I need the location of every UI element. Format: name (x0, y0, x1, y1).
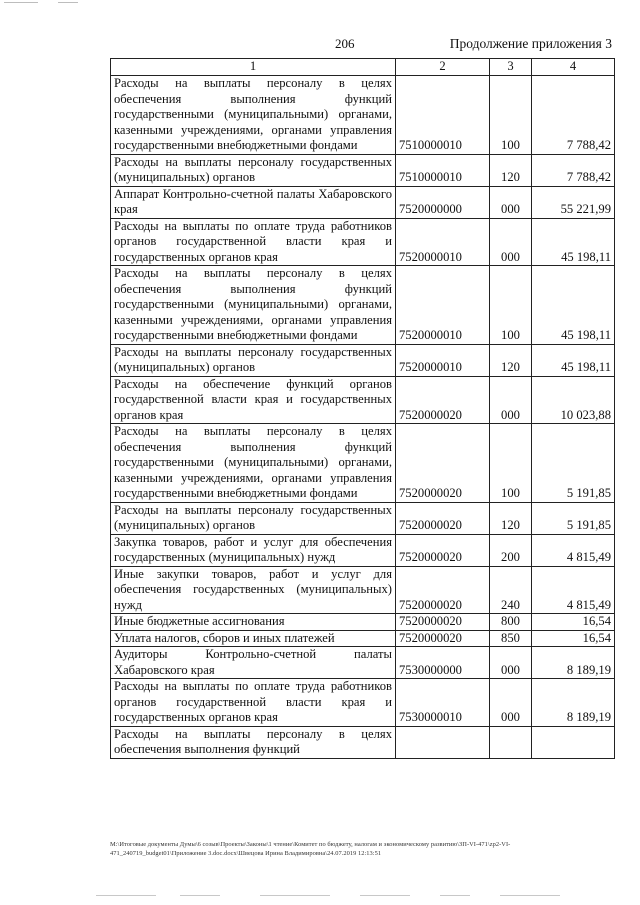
row-sum (532, 726, 615, 758)
table-row (111, 154, 615, 186)
row-csr: 7520000020 (396, 566, 490, 614)
table-row (111, 266, 615, 345)
row-vr: 240 (490, 566, 532, 614)
row-name: Расходы на выплаты персоналу в целях обеспечения выполнения функций государственными (муниципальными) органами, казенными учреждениями, органами управления государственными внебюджетными фондами (111, 76, 396, 155)
table-row (111, 502, 615, 534)
table-row (111, 614, 615, 631)
scan-artifact-bottom (0, 892, 640, 900)
row-csr: 7520000020 (396, 534, 490, 566)
footer-path-line: M:\Итоговые документы Думы\6 созыв\Проекты\Законы\1 чтение\Комитет по бюджету, налогам и экономическому развитию\ЗП-VI-471\zp2-VI- (110, 841, 511, 848)
row-sum: 16,54 (532, 630, 615, 647)
table-row (111, 630, 615, 647)
row-vr: 100 (490, 424, 532, 503)
row-sum: 55 221,99 (532, 186, 615, 218)
table-row (111, 424, 615, 503)
row-name: Аппарат Контрольно-счетной палаты Хабаровского края (111, 186, 396, 218)
row-sum: 7 788,42 (532, 76, 615, 155)
table-row (111, 679, 615, 727)
table-row (111, 76, 615, 155)
column-header-sum: 4 (532, 59, 615, 76)
row-vr: 120 (490, 344, 532, 376)
row-sum: 45 198,11 (532, 218, 615, 266)
row-csr: 7520000020 (396, 630, 490, 647)
row-name: Расходы на выплаты персоналу государственных (муниципальных) органов (111, 502, 396, 534)
table-row (111, 376, 615, 424)
row-csr: 7530000000 (396, 647, 490, 679)
row-vr: 000 (490, 679, 532, 727)
scan-artifact-top (0, 0, 640, 10)
row-sum: 4 815,49 (532, 534, 615, 566)
row-csr: 7520000020 (396, 614, 490, 631)
row-name: Расходы на выплаты персоналу в целях обеспечения выполнения функций государственными (муниципальными) органами, казенными учреждениями, органами управления государственными внебюджетными фондами (111, 266, 396, 345)
row-sum: 45 198,11 (532, 266, 615, 345)
row-name: Иные закупки товаров, работ и услуг для обеспечения государственных (муниципальных) нужд (111, 566, 396, 614)
row-name: Аудиторы Контрольно-счетной палаты Хабаровского края (111, 647, 396, 679)
row-name: Закупка товаров, работ и услуг для обеспечения государственных (муниципальных) нужд (111, 534, 396, 566)
table-row (111, 218, 615, 266)
row-name: Расходы на выплаты персоналу в целях обеспечения выполнения функций (111, 726, 396, 758)
row-vr: 850 (490, 630, 532, 647)
row-sum: 10 023,88 (532, 376, 615, 424)
column-header-csr: 2 (396, 59, 490, 76)
row-csr: 7520000020 (396, 502, 490, 534)
row-name: Расходы на обеспечение функций органов государственной власти края и государственных органов края (111, 376, 396, 424)
row-vr: 100 (490, 76, 532, 155)
table-row (111, 186, 615, 218)
row-vr: 100 (490, 266, 532, 345)
row-name: Расходы на выплаты персоналу государственных (муниципальных) органов (111, 344, 396, 376)
row-vr: 000 (490, 376, 532, 424)
row-sum: 45 198,11 (532, 344, 615, 376)
row-vr: 200 (490, 534, 532, 566)
row-csr (396, 726, 490, 758)
table-row (111, 344, 615, 376)
row-sum: 7 788,42 (532, 154, 615, 186)
row-vr: 000 (490, 218, 532, 266)
row-name: Расходы на выплаты персоналу в целях обеспечения выполнения функций государственными (муниципальными) органами, казенными учреждениями, органами управления государственными внебюджетными фондами (111, 424, 396, 503)
row-name: Уплата налогов, сборов и иных платежей (111, 630, 396, 647)
row-csr: 7520000010 (396, 218, 490, 266)
row-vr: 000 (490, 186, 532, 218)
row-csr: 7520000020 (396, 424, 490, 503)
table-row (111, 726, 615, 758)
row-sum: 4 815,49 (532, 566, 615, 614)
document-path-footer (110, 840, 615, 858)
row-csr: 7520000020 (396, 376, 490, 424)
row-sum: 8 189,19 (532, 679, 615, 727)
row-sum: 8 189,19 (532, 647, 615, 679)
table-row (111, 647, 615, 679)
row-vr: 800 (490, 614, 532, 631)
row-csr: 7520000010 (396, 344, 490, 376)
row-vr: 120 (490, 502, 532, 534)
table-row (111, 566, 615, 614)
row-name: Расходы на выплаты по оплате труда работников органов государственной власти края и государственных органов края (111, 218, 396, 266)
row-csr: 7520000010 (396, 266, 490, 345)
row-name: Иные бюджетные ассигнования (111, 614, 396, 631)
row-csr: 7530000010 (396, 679, 490, 727)
budget-table (110, 58, 615, 759)
row-name: Расходы на выплаты персоналу государственных (муниципальных) органов (111, 154, 396, 186)
table-header-row (111, 59, 615, 76)
footer-path-line: 471_240719_budget01\Приложение 3.doc.docx\Швецова Ирина Владимировна\24.07.2019 12:13:51 (110, 850, 382, 857)
row-sum: 5 191,85 (532, 502, 615, 534)
column-header-vr: 3 (490, 59, 532, 76)
row-sum: 5 191,85 (532, 424, 615, 503)
page-number: 206 (335, 36, 355, 51)
table-row (111, 534, 615, 566)
row-csr: 7510000010 (396, 154, 490, 186)
row-vr: 000 (490, 647, 532, 679)
row-name: Расходы на выплаты по оплате труда работников органов государственной власти края и государственных органов края (111, 679, 396, 727)
column-header-name: 1 (111, 59, 396, 76)
row-sum: 16,54 (532, 614, 615, 631)
continuation-label: Продолжение приложения 3 (449, 36, 612, 51)
row-csr: 7520000000 (396, 186, 490, 218)
row-vr: 120 (490, 154, 532, 186)
row-vr (490, 726, 532, 758)
row-csr: 7510000010 (396, 76, 490, 155)
